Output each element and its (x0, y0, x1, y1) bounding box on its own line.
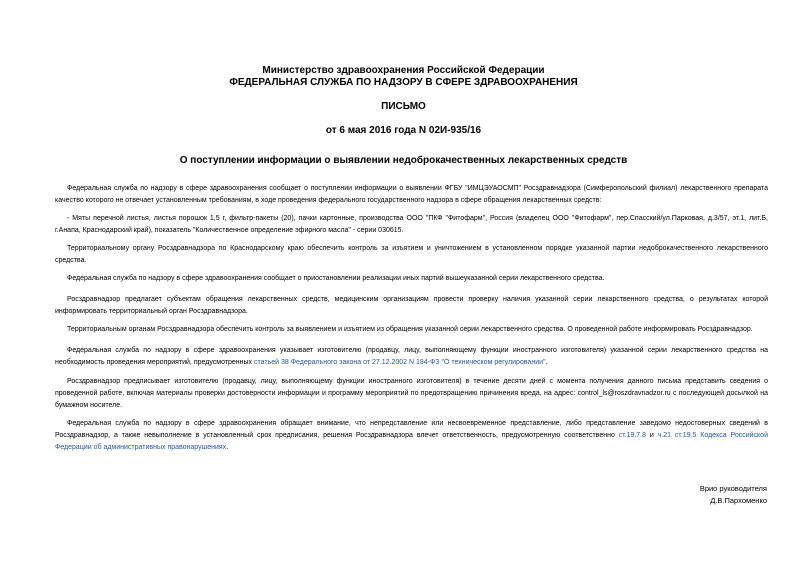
paragraph-1-text: Федеральная служба по надзору в сфере здравоохранения сообщает о поступлении информации о выявлении ФГБУ "ИМЦЭУАОСМП" Росздравнадзора (Симферопольский филиал) лекарственного препарата качество которого не отвечает установленным требованиям, в ходе проведения федерального государственного надзора в сфере обращения лекарственных средств: (55, 185, 768, 204)
paragraph-8-text: Росздравнадзор предписывает изготовителю (продавцу, лицу, выполняющему функции иностранного изготовителя) в течение десяти дней с момента получения данного письма представить сведения о проведенной работе, включая материалы проверки достоверности информации и программу мероприятий по предотвращению причинения вреда, на адрес: control_ls@roszdravnadzor.ru с последующей досылкой на бумажном носителе. (55, 378, 768, 409)
paragraph-9-end: . (226, 444, 229, 451)
paragraph-4-text: Федеральная служба по надзору в сфере здравоохранения сообщает о приостановлении реализации иных партий вышеуказанной серии лекарственного средства. (67, 275, 605, 282)
paragraph-2-text: - Мяты перечной листья, листья порошок 1,5 г, фильтр-пакеты (20), пачки картонные, производства ООО "ПКФ "Фитофарм", Россия (владелец ООО "Фитофарм", пер.Спасский/ул.Парковая, д.3/57, эт.1, лит.Б, г.Анапа, Краснодарский край), показатель "Количественное определение эфирного масла" - серии 030615. (55, 215, 768, 234)
paragraph-3 (55, 243, 768, 267)
paragraph-9 (55, 418, 768, 454)
service-title: ФЕДЕРАЛЬНАЯ СЛУЖБА ПО НАДЗОРУ В СФЕРЕ ЗДРАВООХРАНЕНИЯ (229, 77, 578, 88)
ministry-title: Министерство здравоохранения Российской Федерации (262, 65, 545, 76)
paragraph-9-mid: и (649, 432, 654, 439)
paragraph-6-text: Территориальным органам Росздравнадзора обеспечить контроль за выявлением и изъятием из обращения указанной серии лекарственного средства. О проведенной работе информировать Росздравнадзор. (67, 326, 753, 333)
document-date-number: от 6 мая 2016 года N 02И-935/16 (325, 125, 482, 136)
signature-name: Д.В.Пархоменко (710, 496, 767, 505)
paragraph-9-text: Федеральная служба по надзору в сфере здравоохранения обращает внимание, что непредставление или несвоевременное представление, либо представление заведомо недостоверных сведений в Росздравнадзор, а также невыполнение в установленный срок предписания, решения Росздравнадзора влечет ответственность, предусмотренную соответственно (55, 420, 768, 439)
paragraph-4 (55, 273, 768, 285)
paragraph-7-text: Федеральная служба по надзору в сфере здравоохранения указывает изготовителю (продавцу, лицу, выполняющему функции иностранного изготовителя) указанной серии лекарственного средства на необходимость проведения мероприятий, предусмотренных (55, 347, 768, 366)
law-184-fz-link[interactable]: статьей 38 Федерального закона от 27.12.2002 N 184-ФЗ "О техническом регулировании" (254, 359, 546, 366)
article-19-7-8-link[interactable]: ст.19.7.8 (618, 432, 647, 439)
article-19-5-koap-link[interactable]: ч.21 ст.19.5 Кодекса Российской Федерации об административных правонарушениях (55, 432, 768, 451)
paragraph-8 (55, 376, 768, 412)
paragraph-2 (55, 213, 768, 237)
paragraph-7-end: . (545, 359, 548, 366)
paragraph-7 (55, 345, 768, 369)
paragraph-6 (55, 324, 768, 336)
paragraph-5-text: Росздравнадзор предлагает субъектам обращения лекарственных средств, медицинским организациям провести проверку наличия указанной серии лекарственного средства, о результатах которой информировать территориальный орган Росздравнадзора. (55, 296, 768, 315)
paragraph-3-text: Территориальному органу Росздравнадзора по Краснодарскому краю обеспечить контроль за изъятием и уничтожением в установленном порядке указанной партии недоброкачественного лекарственного средства. (55, 245, 768, 264)
paragraph-5 (55, 294, 768, 318)
document-subject: О поступлении информации о выявлении недоброкачественных лекарственных средств (179, 155, 628, 166)
paragraph-1 (55, 183, 768, 207)
signature-position: Врио руководителя (699, 484, 767, 493)
document-type: ПИСЬМО (381, 101, 426, 112)
